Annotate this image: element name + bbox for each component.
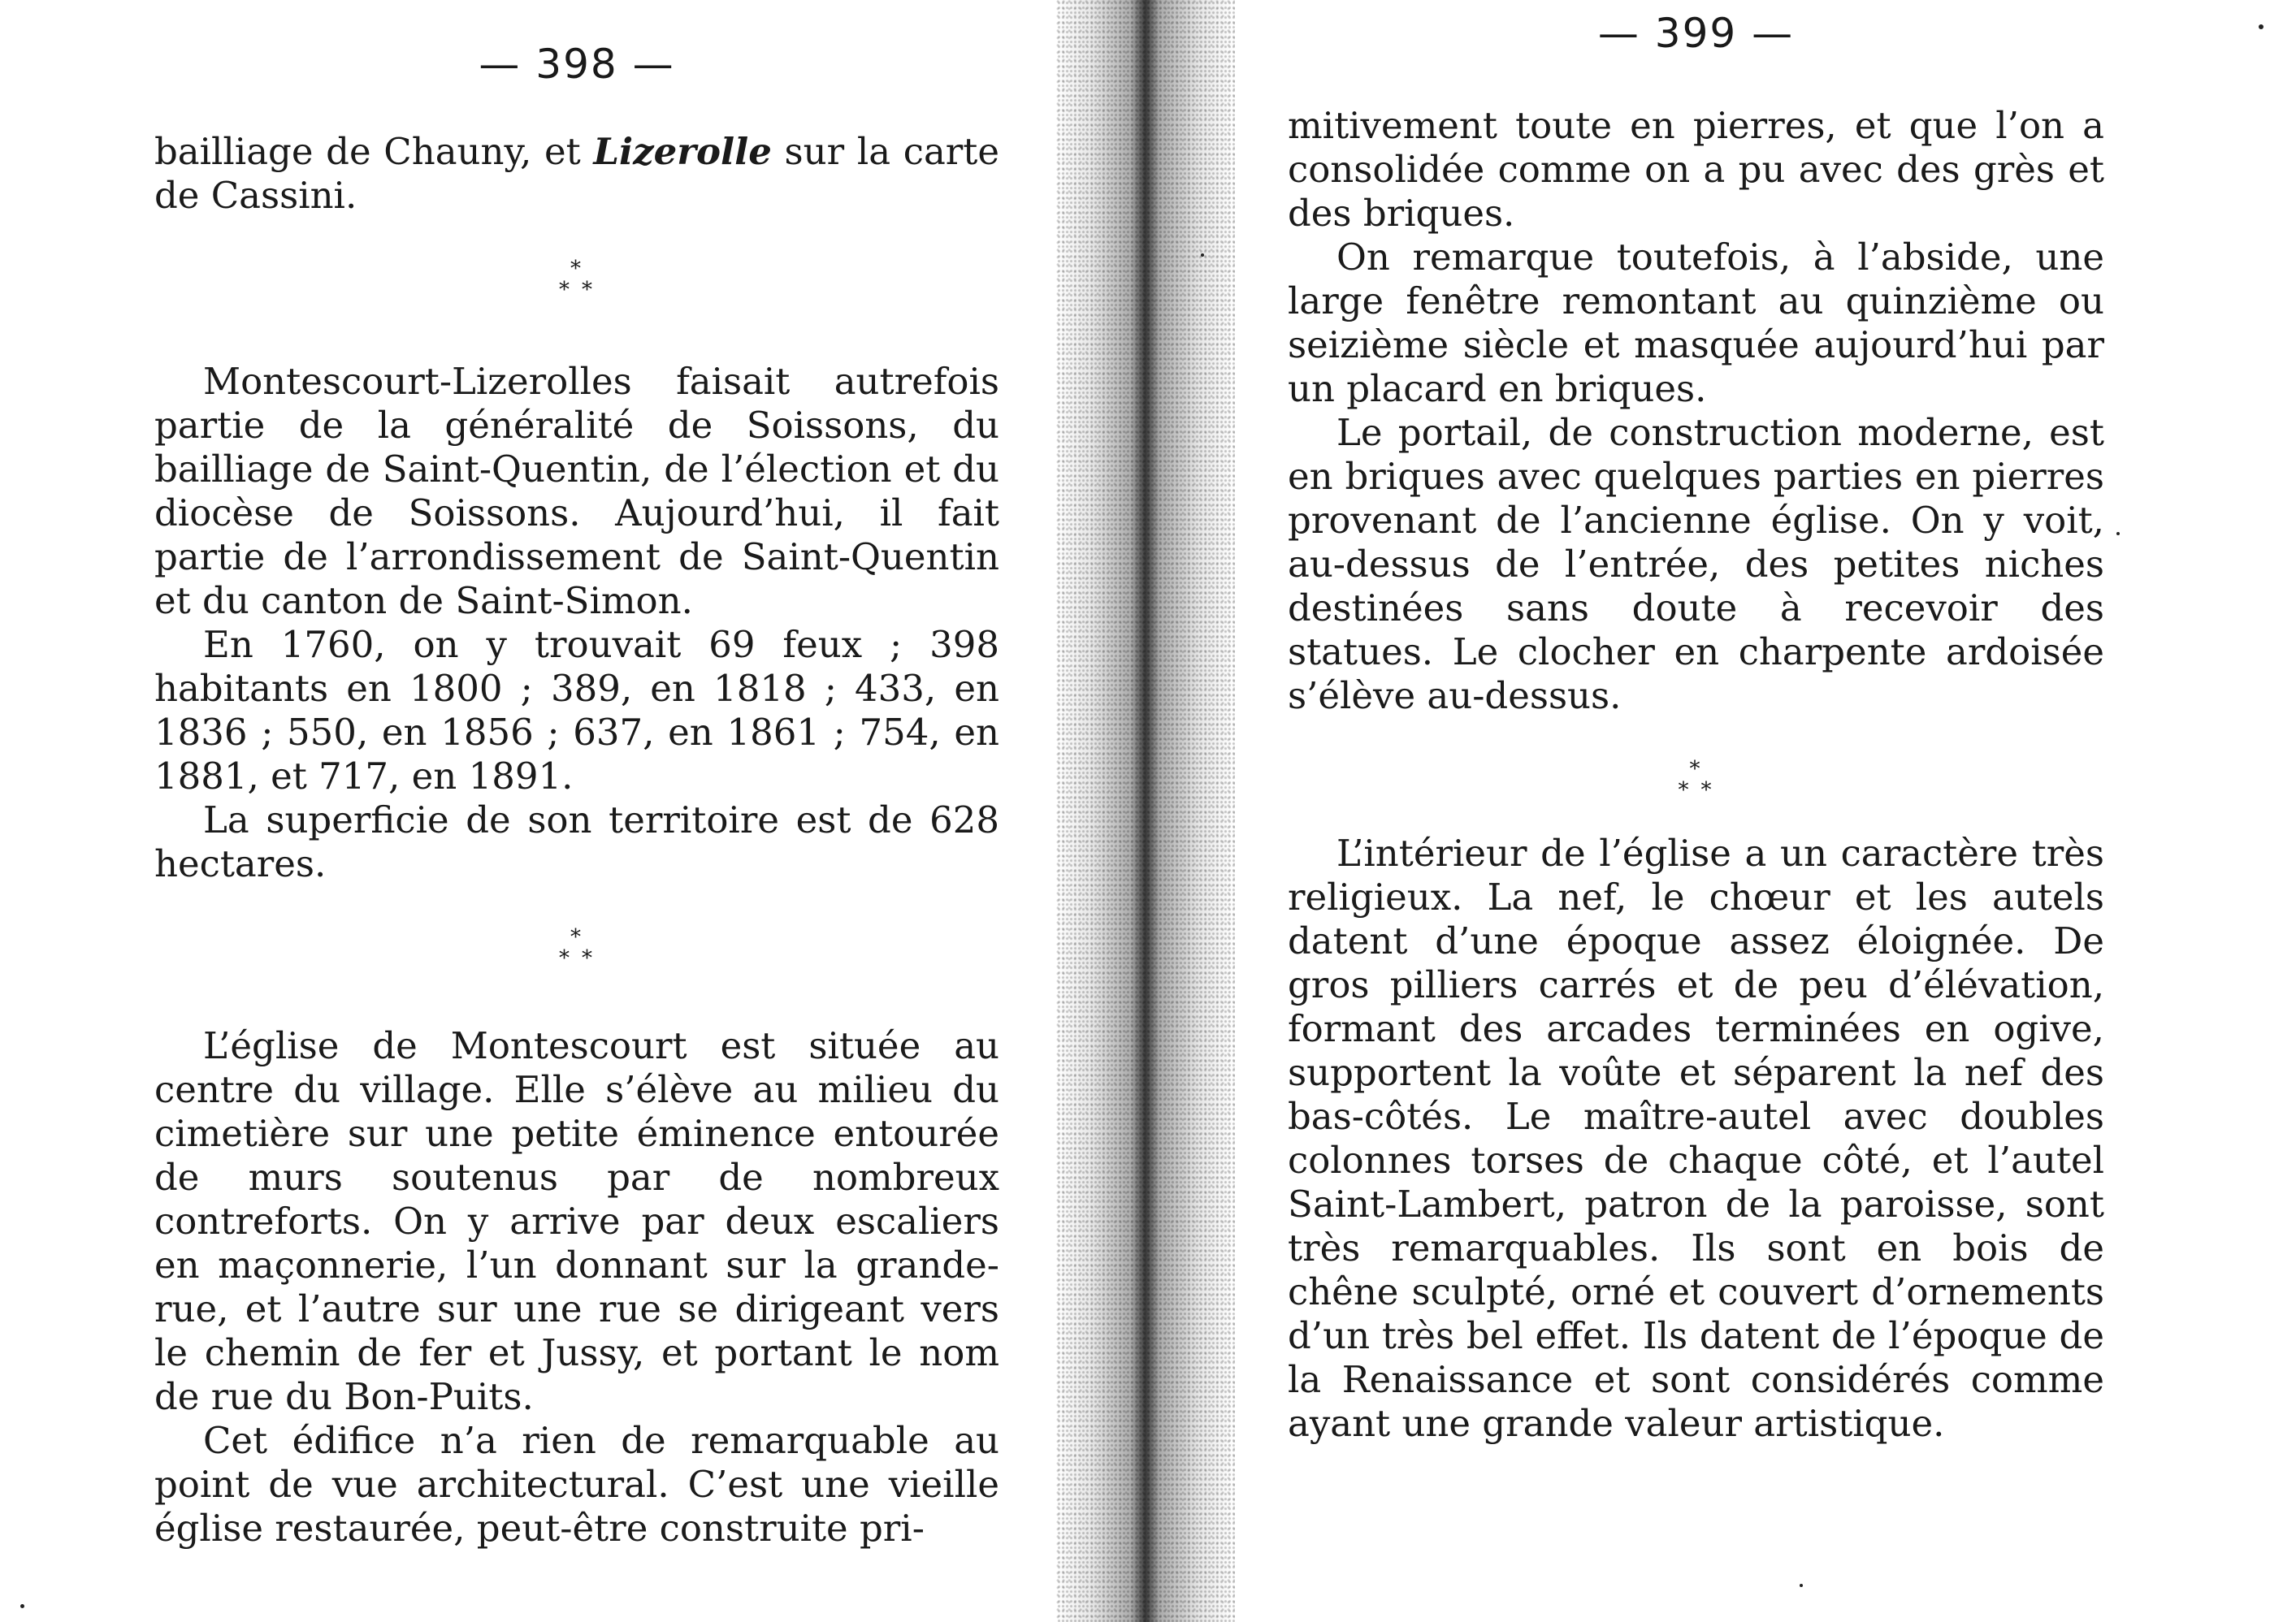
star-glyph: *: [559, 946, 570, 971]
book-gutter: [1056, 0, 1235, 1622]
asterism-divider: [154, 886, 999, 1024]
asterism-divider: [154, 218, 999, 360]
ink-speck: [1201, 253, 1204, 257]
page-number: — 398 —: [479, 41, 675, 88]
paragraph: On remarque toutefois, à l’abside, une large fenêtre remontant au quinzième ou seizième siècle et masquée aujourd’hui par un placard en briques.: [1288, 236, 2104, 410]
page-number: — 399 —: [1597, 10, 1795, 57]
paragraph: Montescourt-Lizerolles faisait autrefois partie de la généralité de Soissons, du bailliage de Saint-Quentin, de l’élection et du diocèse de Soissons. Aujourd’hui, il fait partie de l’arrondissement de Saint-Quentin et du canton de Saint-Simon.: [154, 360, 999, 622]
star-glyph: *: [1678, 778, 1689, 802]
star-glyph: *: [582, 946, 592, 971]
page-text: [1288, 104, 2104, 1446]
paragraph: En 1760, on y trouvait 69 feux ; 398 habitants en 1800 ; 389, en 1818 ; 433, en 1836 ; 550, en 1856 ; 637, en 1861 ; 754, en 1881, et 717, en 1891.: [154, 623, 999, 798]
star-glyph: *: [1689, 757, 1700, 781]
left-page: [154, 0, 999, 1622]
star-glyph: *: [1700, 778, 1712, 802]
right-page: [1288, 0, 2104, 1622]
asterism-divider: [1288, 718, 2104, 832]
paragraph: bailliage de Chauny, et Lizerolle sur la carte de Cassini.: [154, 130, 999, 217]
paragraph: Cet édifice n’a rien de remarquable au point de vue architectural. C’est une vieille église restaurée, peut-être construite pri-: [154, 1419, 999, 1550]
paragraph: L’intérieur de l’église a un caractère très religieux. La nef, le chœur et les autels datent d’une époque assez éloignée. De gros pilliers carrés et de peu d’élévation, formant des arcades terminées en ogive, supportent la voûte et séparent la nef des bas-côtés. Le maître-autel avec doubles colonnes torses de chaque côté, et l’autel Saint-Lambert, patron de la paroisse, sont très remarquables. Ils sont en bois de chêne sculpté, orné et couvert d’ornements d’un très bel effet. Ils datent de l’époque de la Renaissance et sont considérés comme ayant une grande valeur artistique.: [1288, 832, 2104, 1445]
ink-speck: [2116, 532, 2120, 535]
star-glyph: *: [570, 257, 581, 281]
paragraph: mitivement toute en pierres, et que l’on a consolidée comme on a pu avec des grès et des briques.: [1288, 104, 2104, 235]
paragraph: L’église de Montescourt est située au centre du village. Elle s’élève au milieu du cimetière sur une petite éminence entourée de murs soutenus par de nombreux contreforts. On y arrive par deux escaliers en maçonnerie, l’un donnant sur la grande-rue, et l’autre sur une rue se dirigeant vers le chemin de fer et Jussy, et portant le nom de rue du Bon-Puits.: [154, 1024, 999, 1418]
emphasized-text: Lizerolle: [593, 130, 772, 173]
star-glyph: *: [570, 925, 581, 949]
star-glyph: *: [582, 278, 592, 302]
ink-speck: [2259, 24, 2264, 29]
star-glyph: *: [559, 278, 570, 302]
paragraph: Le portail, de construction moderne, est en briques avec quelques parties en pierres provenant de l’ancienne église. On y voit, au-dessus de l’entrée, des petites niches destinées sans doute à recevoir des statues. Le clocher en charpente ardoisée s’élève au-dessus.: [1288, 411, 2104, 717]
ink-speck: [20, 1604, 24, 1608]
paragraph: La superficie de son territoire est de 628 hectares.: [154, 798, 999, 885]
page-text: [154, 130, 999, 1551]
